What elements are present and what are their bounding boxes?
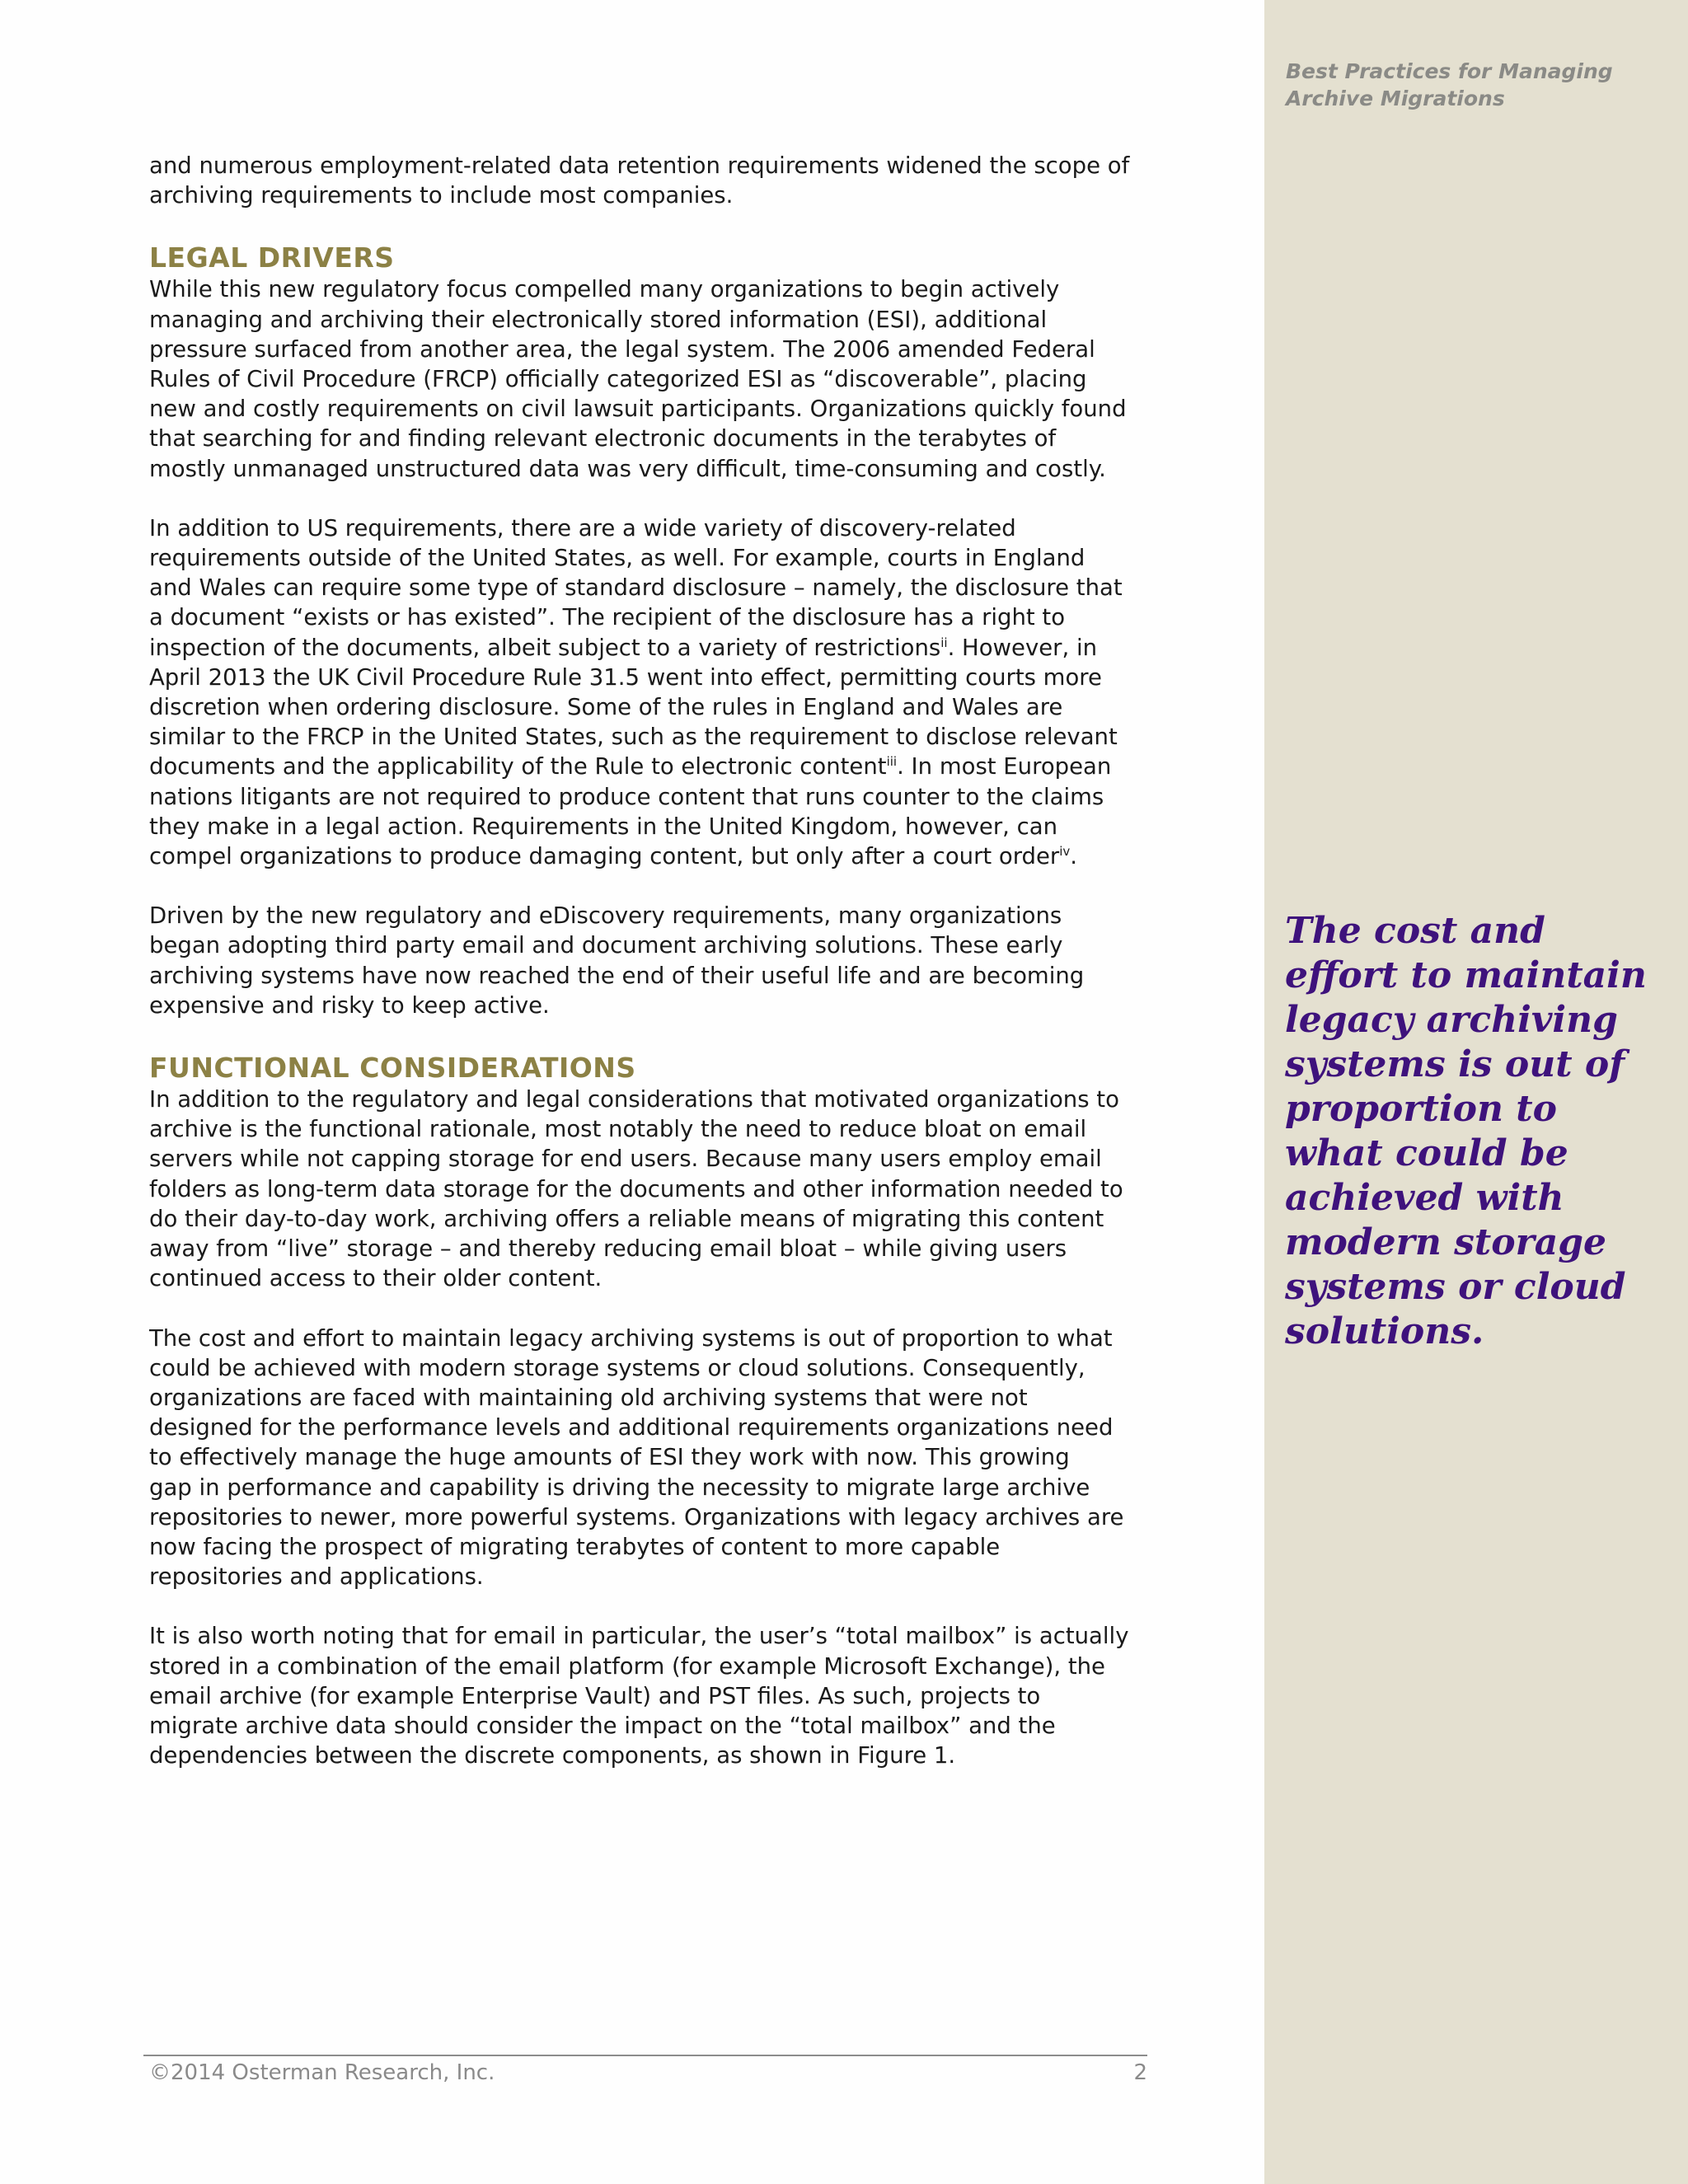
text-line: servers while not capping storage for end users. Because many users employ email: [149, 1146, 1102, 1173]
text-fragment: . In most European: [897, 753, 1112, 780]
text-line: that searching for and finding relevant electronic documents in the terabytes of: [149, 425, 1057, 452]
text-line: do their day-to-day work, archiving offers a reliable means of migrating this content: [149, 1205, 1104, 1232]
text-line: began adopting third party email and document archiving solutions. These early: [149, 932, 1063, 959]
endnote-ref-iii: iii: [886, 754, 898, 770]
text-line: organizations are faced with maintaining old archiving systems that were not: [149, 1384, 1028, 1411]
text-fragment: documents and the applicability of the Rule to electronic content: [149, 753, 887, 780]
text-line: archiving systems have now reached the end of their useful life and are becoming: [149, 962, 1085, 989]
text-line: nations litigants are not required to produce content that runs counter to the claims: [149, 783, 1104, 810]
legal-drivers-paragraph-2: [149, 513, 1146, 871]
text-line: managing and archiving their electronically stored information (ESI), additional: [149, 306, 1048, 333]
intro-paragraph: [149, 151, 1146, 210]
pull-quote-line: proportion to: [1285, 1088, 1557, 1130]
text-line: a document “exists or has existed”. The recipient of the disclosure has a right to: [149, 604, 1066, 631]
pull-quote-line: legacy archiving: [1285, 999, 1618, 1041]
footer-copyright: ©2014 Osterman Research, Inc.: [149, 2060, 495, 2085]
section-heading-functional-considerations: FUNCTIONAL CONSIDERATIONS: [149, 1052, 636, 1085]
legal-drivers-paragraph-3: [149, 901, 1146, 1020]
text-line: migrate archive data should consider the impact on the “total mailbox” and the: [149, 1712, 1056, 1739]
text-line: to effectively manage the huge amounts of ESI they work with now. This growing: [149, 1444, 1070, 1471]
text-line: and Wales can require some type of standard disclosure – namely, the disclosure that: [149, 574, 1123, 602]
pull-quote-line: systems or cloud: [1285, 1266, 1626, 1308]
pull-quote: [1285, 909, 1647, 1354]
text-line: Rules of Civil Procedure (FRCP) officially categorized ESI as “discoverable”, placing: [149, 366, 1087, 393]
text-line: folders as long-term data storage for the documents and other information needed to: [149, 1175, 1123, 1202]
text-line: requirements outside of the United States, as well. For example, courts in England: [149, 545, 1085, 572]
text-line: repositories to newer, more powerful systems. Organizations with legacy archives are: [149, 1503, 1124, 1530]
page-number: 2: [1133, 2060, 1147, 2085]
text-line: It is also worth noting that for email in particular, the user’s “total mailbox” is actually: [149, 1623, 1129, 1650]
text-line: [149, 841, 1146, 871]
text-line: continued access to their older content.: [149, 1265, 603, 1292]
text-line: stored in a combination of the email platform (for example Microsoft Exchange), the: [149, 1652, 1105, 1680]
pull-quote-line: what could be: [1285, 1132, 1568, 1174]
text-line: new and costly requirements on civil lawsuit participants. Organizations quickly found: [149, 396, 1127, 423]
functional-paragraph-1: [149, 1085, 1146, 1293]
main-content: [149, 151, 1146, 1770]
pull-quote-line: The cost and: [1285, 910, 1545, 952]
endnote-ref-iv: iv: [1059, 843, 1071, 859]
text-line: [149, 752, 1146, 781]
section-heading-legal-drivers: LEGAL DRIVERS: [149, 241, 395, 274]
pull-quote-line: effort to maintain: [1285, 954, 1647, 996]
text-line: similar to the FRCP in the United States, such as the requirement to disclose relevant: [149, 724, 1118, 751]
text-fragment: inspection of the documents, albeit subject to a variety of restrictions: [149, 634, 941, 661]
text-line: they make in a legal action. Requirements in the United Kingdom, however, can: [149, 813, 1058, 840]
pull-quote-line: systems is out of: [1285, 1043, 1625, 1085]
legal-drivers-paragraph-1: [149, 274, 1146, 483]
footer-divider: [143, 2055, 1147, 2056]
text-fragment: compel organizations to produce damaging content, but only after a court order: [149, 843, 1060, 870]
running-header-line: Archive Migrations: [1286, 87, 1505, 110]
text-fragment: .: [1070, 843, 1078, 870]
functional-paragraph-2: [149, 1324, 1146, 1592]
text-line: gap in performance and capability is driving the necessity to migrate large archive: [149, 1474, 1090, 1501]
text-line: designed for the performance levels and additional requirements organizations need: [149, 1414, 1114, 1441]
text-line: dependencies between the discrete components, as shown in Figure 1.: [149, 1742, 956, 1769]
text-line: email archive (for example Enterprise Vault) and PST files. As such, projects to: [149, 1682, 1041, 1709]
text-line: archive is the functional rationale, most notably the need to reduce bloat on email: [149, 1116, 1087, 1143]
text-line: mostly unmanaged unstructured data was very difficult, time-consuming and costly.: [149, 455, 1106, 482]
text-line: April 2013 the UK Civil Procedure Rule 31.5 went into effect, permitting courts more: [149, 663, 1102, 691]
text-line: Driven by the new regulatory and eDiscovery requirements, many organizations: [149, 902, 1062, 930]
text-line: [149, 633, 1146, 663]
running-header: [1286, 58, 1665, 112]
pull-quote-line: solutions.: [1285, 1310, 1484, 1352]
running-header-line: Best Practices for Managing: [1286, 59, 1613, 83]
text-line: In addition to the regulatory and legal considerations that motivated organizations to: [149, 1086, 1119, 1113]
text-line: and numerous employment-related data retention requirements widened the scope of: [149, 152, 1130, 179]
text-line: could be achieved with modern storage systems or cloud solutions. Consequently,: [149, 1354, 1085, 1381]
text-line: expensive and risky to keep active.: [149, 991, 550, 1019]
text-line: now facing the prospect of migrating terabytes of content to more capable: [149, 1533, 1001, 1560]
endnote-ref-ii: ii: [940, 635, 948, 650]
text-line: While this new regulatory focus compelled many organizations to begin actively: [149, 276, 1060, 303]
text-line: In addition to US requirements, there are a wide variety of discovery-related: [149, 514, 1016, 541]
text-line: pressure surfaced from another area, the legal system. The 2006 amended Federal: [149, 335, 1095, 363]
functional-paragraph-3: [149, 1621, 1146, 1770]
text-line: archiving requirements to include most companies.: [149, 182, 734, 209]
text-line: discretion when ordering disclosure. Some of the rules in England and Wales are: [149, 694, 1063, 721]
text-line: repositories and applications.: [149, 1563, 484, 1591]
text-fragment: . However, in: [947, 634, 1098, 661]
text-line: away from “live” storage – and thereby reducing email bloat – while giving users: [149, 1235, 1067, 1263]
pull-quote-line: modern storage: [1285, 1221, 1607, 1263]
pull-quote-line: achieved with: [1285, 1177, 1564, 1219]
text-line: The cost and effort to maintain legacy archiving systems is out of proportion to what: [149, 1324, 1113, 1352]
